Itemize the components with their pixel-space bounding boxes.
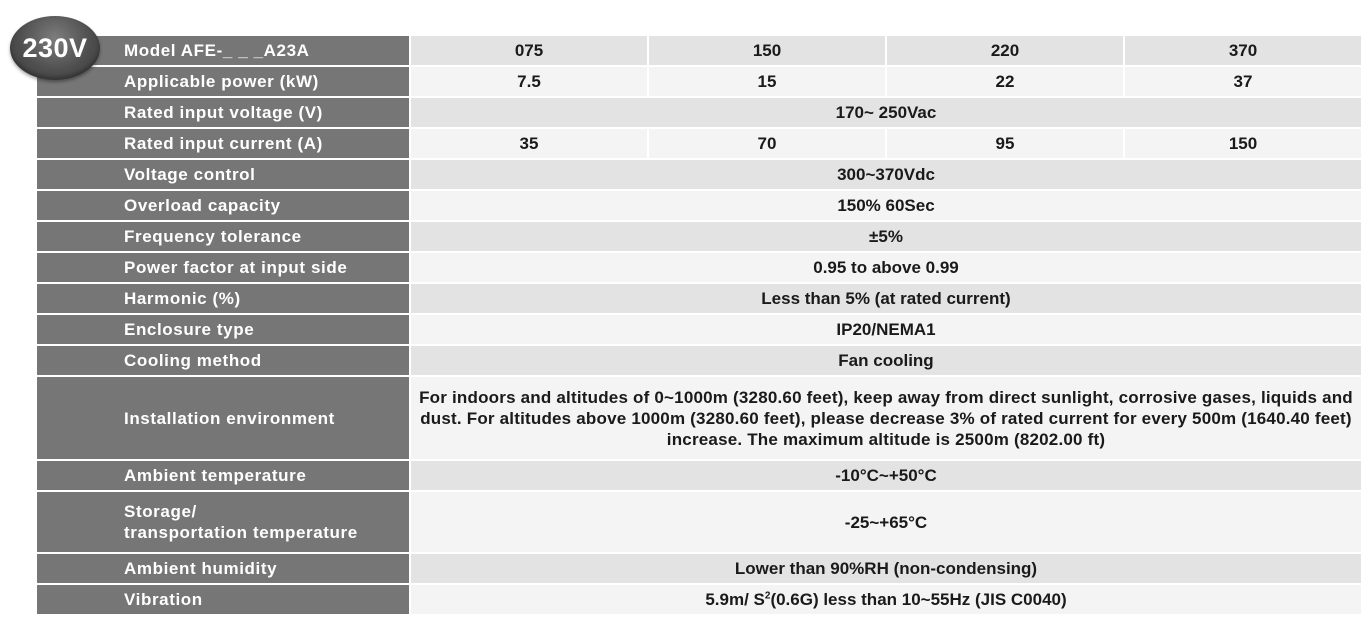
table-row bbox=[37, 160, 1361, 189]
row-label: Installation environment bbox=[37, 377, 409, 459]
spec-table bbox=[35, 34, 1363, 616]
table-row bbox=[37, 461, 1361, 490]
table-row bbox=[37, 67, 1361, 96]
voltage-badge-label: 230V bbox=[22, 32, 88, 63]
row-label: Applicable power (kW) bbox=[37, 67, 409, 96]
model-cell: 220 bbox=[887, 36, 1123, 65]
table-row bbox=[37, 36, 1361, 65]
row-label-line: Storage/ bbox=[124, 502, 197, 521]
row-label: Harmonic (%) bbox=[37, 284, 409, 313]
row-label: Power factor at input side bbox=[37, 253, 409, 282]
table-row bbox=[37, 377, 1361, 459]
vibration-value-suffix: (0.6G) less than 10~55Hz (JIS C0040) bbox=[770, 590, 1067, 609]
row-label: Ambient temperature bbox=[37, 461, 409, 490]
value-cell: 300~370Vdc bbox=[411, 160, 1361, 189]
value-cell: Lower than 90%RH (non-condensing) bbox=[411, 554, 1361, 583]
row-label: Frequency tolerance bbox=[37, 222, 409, 251]
current-cell: 150 bbox=[1125, 129, 1361, 158]
value-cell bbox=[411, 585, 1361, 614]
row-label: Model AFE-_ _ _A23A bbox=[37, 36, 409, 65]
model-cell: 150 bbox=[649, 36, 885, 65]
power-cell: 37 bbox=[1125, 67, 1361, 96]
value-cell: Less than 5% (at rated current) bbox=[411, 284, 1361, 313]
value-cell: 0.95 to above 0.99 bbox=[411, 253, 1361, 282]
model-cell: 370 bbox=[1125, 36, 1361, 65]
value-cell: Fan cooling bbox=[411, 346, 1361, 375]
power-cell: 22 bbox=[887, 67, 1123, 96]
row-label: Enclosure type bbox=[37, 315, 409, 344]
row-label: Ambient humidity bbox=[37, 554, 409, 583]
current-cell: 70 bbox=[649, 129, 885, 158]
value-cell: ±5% bbox=[411, 222, 1361, 251]
row-label bbox=[37, 492, 409, 552]
power-cell: 7.5 bbox=[411, 67, 647, 96]
table-row bbox=[37, 585, 1361, 614]
current-cell: 95 bbox=[887, 129, 1123, 158]
value-cell: 170~ 250Vac bbox=[411, 98, 1361, 127]
vibration-value-prefix: 5.9m/ S bbox=[705, 590, 765, 609]
table-row bbox=[37, 346, 1361, 375]
table-row bbox=[37, 222, 1361, 251]
table-row bbox=[37, 129, 1361, 158]
row-label-line: transportation temperature bbox=[124, 523, 358, 542]
table-row bbox=[37, 284, 1361, 313]
model-cell: 075 bbox=[411, 36, 647, 65]
table-row bbox=[37, 98, 1361, 127]
value-cell: -25~+65°C bbox=[411, 492, 1361, 552]
value-cell: -10°C~+50°C bbox=[411, 461, 1361, 490]
row-label: Cooling method bbox=[37, 346, 409, 375]
value-cell: IP20/NEMA1 bbox=[411, 315, 1361, 344]
table-row bbox=[37, 191, 1361, 220]
voltage-badge bbox=[10, 16, 100, 80]
value-cell: 150% 60Sec bbox=[411, 191, 1361, 220]
row-label: Overload capacity bbox=[37, 191, 409, 220]
installation-environment-text: For indoors and altitudes of 0~1000m (3280.60 feet), keep away from direct sunlight, corrosive gases, liquids and dust. For altitudes above 1000m (3280.60 feet), please decrease 3% of rated current for every 500m (1640.40 feet) increase. The maximum altitude is 2500m (8202.00 ft) bbox=[411, 377, 1361, 459]
table-row bbox=[37, 315, 1361, 344]
table-row bbox=[37, 554, 1361, 583]
row-label: Voltage control bbox=[37, 160, 409, 189]
current-cell: 35 bbox=[411, 129, 647, 158]
table-row bbox=[37, 253, 1361, 282]
row-label: Rated input current (A) bbox=[37, 129, 409, 158]
vibration-value-superscript: 2 bbox=[764, 590, 771, 602]
row-label: Vibration bbox=[37, 585, 409, 614]
row-label: Rated input voltage (V) bbox=[37, 98, 409, 127]
table-row bbox=[37, 492, 1361, 552]
power-cell: 15 bbox=[649, 67, 885, 96]
